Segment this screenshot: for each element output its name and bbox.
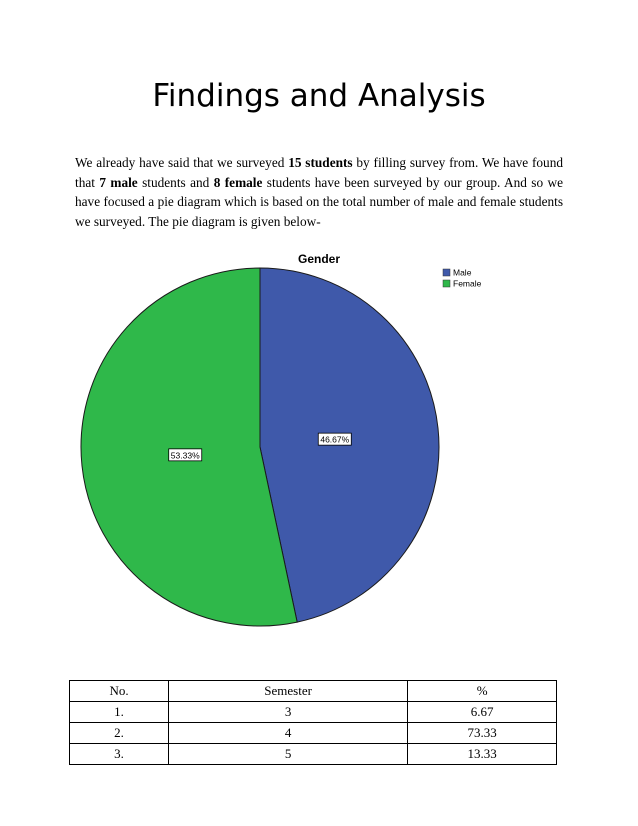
table-cell: 1. bbox=[70, 702, 169, 723]
intro-text-1: We already have said that we surveyed bbox=[75, 155, 289, 170]
intro-text-3: students and bbox=[137, 174, 214, 190]
table-cell: 2. bbox=[70, 723, 169, 744]
column-header: % bbox=[408, 681, 557, 702]
page-title: Findings and Analysis bbox=[152, 78, 486, 114]
legend-label-female: Female bbox=[453, 278, 482, 289]
intro-bold-students: 15 students bbox=[288, 155, 353, 170]
table-cell: 3. bbox=[70, 744, 169, 765]
data-label: 46.67% bbox=[320, 434, 350, 445]
table-row bbox=[70, 702, 557, 723]
table-cell: 73.33 bbox=[408, 723, 557, 744]
table-cell: 13.33 bbox=[408, 744, 557, 765]
intro-text-4: students have been surveyed by our group. And so we have focused a pie diagram which is based on the total number of male and female students we surveyed. The pie diagram is given below- bbox=[75, 174, 564, 229]
table-header-row bbox=[70, 681, 557, 702]
intro-paragraph bbox=[75, 153, 563, 231]
intro-text-2: by filling survey from. We have found that bbox=[75, 155, 563, 190]
table-cell: 6.67 bbox=[408, 702, 557, 723]
pie-chart bbox=[60, 244, 580, 644]
data-label: 53.33% bbox=[170, 450, 200, 461]
table-cell: 5 bbox=[169, 744, 408, 765]
semester-table bbox=[69, 680, 557, 765]
table-cell: 4 bbox=[169, 723, 408, 744]
legend-label-male: Male bbox=[453, 267, 472, 278]
table-row bbox=[70, 723, 557, 744]
intro-bold-female: 8 female bbox=[213, 174, 263, 190]
column-header: Semester bbox=[169, 681, 408, 702]
table-cell: 3 bbox=[169, 702, 408, 723]
chart-title: Gender bbox=[297, 252, 341, 266]
column-header: No. bbox=[70, 681, 169, 702]
intro-bold-male: 7 male bbox=[99, 174, 138, 190]
pie-chart-svg bbox=[60, 244, 580, 644]
table-row bbox=[70, 744, 557, 765]
legend-swatch-female bbox=[443, 280, 450, 287]
legend-swatch-male bbox=[443, 269, 450, 276]
